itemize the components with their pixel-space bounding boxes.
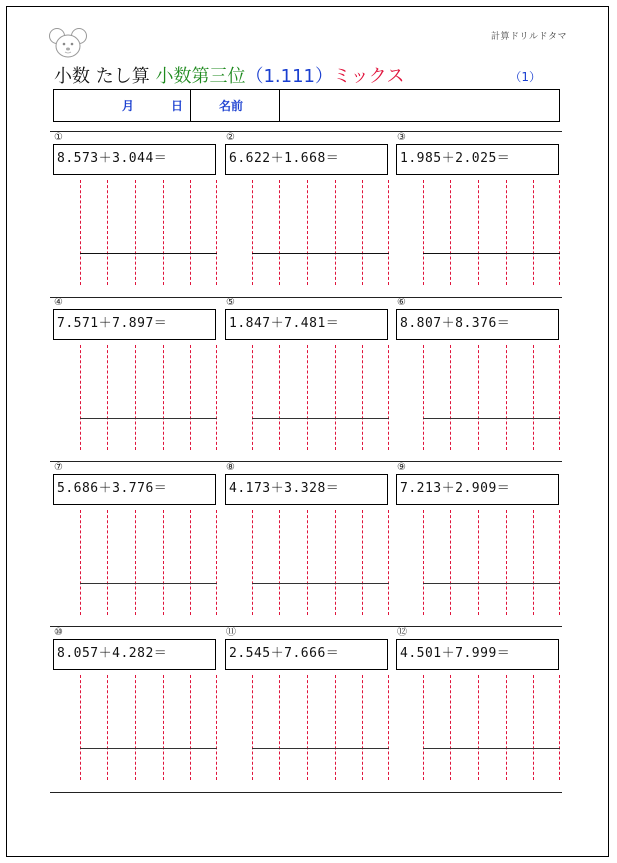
column-guide-line — [388, 180, 389, 285]
column-guide-line — [190, 345, 191, 450]
answer-line — [80, 418, 217, 419]
problem-expression: 7.213＋2.909＝ — [396, 474, 559, 505]
column-guide-line — [423, 510, 424, 615]
problem-number: ⑤ — [226, 297, 235, 308]
column-guide-line — [307, 675, 308, 780]
column-guide-line — [80, 675, 81, 780]
sheet-number: （1） — [509, 70, 541, 84]
answer-line — [80, 583, 217, 584]
column-guide-line — [533, 180, 534, 285]
separator-rule — [50, 297, 562, 298]
column-guide-line — [135, 675, 136, 780]
column-guide-line — [307, 510, 308, 615]
column-guide-line — [190, 510, 191, 615]
column-guide-line — [216, 345, 217, 450]
column-guide-line — [506, 180, 507, 285]
column-guide-line — [279, 345, 280, 450]
column-guide-line — [163, 180, 164, 285]
title-part1: 小数 たし算 — [54, 66, 150, 87]
problem-number: ⑪ — [226, 627, 236, 638]
column-guide-line — [252, 345, 253, 450]
column-guide-line — [423, 675, 424, 780]
column-guide-line — [307, 180, 308, 285]
column-guide-line — [506, 510, 507, 615]
column-guide-line — [80, 180, 81, 285]
problem-expression: 4.173＋3.328＝ — [225, 474, 388, 505]
name-field[interactable] — [280, 90, 559, 121]
column-guide-line — [107, 510, 108, 615]
title-part3: （1.111） — [245, 66, 333, 87]
answer-line — [252, 748, 389, 749]
column-guide-line — [80, 510, 81, 615]
column-guide-line — [478, 180, 479, 285]
column-guide-line — [362, 180, 363, 285]
column-guide-line — [362, 345, 363, 450]
column-guide-line — [80, 345, 81, 450]
problem-number: ⑥ — [397, 297, 406, 308]
column-guide-line — [335, 675, 336, 780]
column-guide-line — [335, 345, 336, 450]
problem-number: ④ — [54, 297, 63, 308]
column-guide-line — [533, 675, 534, 780]
separator-rule — [50, 626, 562, 627]
column-guide-line — [478, 345, 479, 450]
answer-line — [80, 748, 217, 749]
problem-expression: 5.686＋3.776＝ — [53, 474, 216, 505]
name-label: 名前 — [219, 99, 244, 113]
column-guide-line — [559, 180, 560, 285]
column-guide-line — [450, 675, 451, 780]
column-guide-line — [362, 675, 363, 780]
answer-line — [423, 748, 560, 749]
problem-expression: 7.571＋7.897＝ — [53, 309, 216, 340]
title-part2: 小数第三位 — [155, 66, 246, 87]
column-guide-line — [107, 675, 108, 780]
page-title — [54, 62, 404, 88]
separator-rule — [50, 792, 562, 793]
column-guide-line — [533, 510, 534, 615]
column-guide-line — [533, 345, 534, 450]
answer-line — [252, 583, 389, 584]
problem-number: ⑧ — [226, 462, 235, 473]
column-guide-line — [307, 345, 308, 450]
column-guide-line — [450, 345, 451, 450]
answer-line — [423, 253, 560, 254]
column-guide-line — [252, 510, 253, 615]
brand-label: 計算ドリルドタマ — [490, 32, 567, 42]
problem-number: ⑩ — [54, 627, 63, 638]
problem-number: ⑫ — [397, 627, 407, 638]
column-guide-line — [478, 675, 479, 780]
problem-number: ① — [54, 132, 63, 143]
day-label: 日 — [171, 99, 184, 113]
answer-line — [252, 253, 389, 254]
separator-rule — [50, 131, 562, 132]
column-guide-line — [388, 510, 389, 615]
header-divider-1 — [190, 90, 191, 121]
column-guide-line — [335, 180, 336, 285]
answer-line — [423, 418, 560, 419]
column-guide-line — [135, 510, 136, 615]
problem-number: ② — [226, 132, 235, 143]
column-guide-line — [388, 675, 389, 780]
problem-expression: 2.545＋7.666＝ — [225, 639, 388, 670]
column-guide-line — [190, 675, 191, 780]
column-guide-line — [252, 675, 253, 780]
column-guide-line — [450, 510, 451, 615]
column-guide-line — [107, 180, 108, 285]
answer-line — [423, 583, 560, 584]
problem-expression: 4.501＋7.999＝ — [396, 639, 559, 670]
column-guide-line — [135, 345, 136, 450]
problem-number: ③ — [397, 132, 406, 143]
column-guide-line — [559, 510, 560, 615]
header-box — [53, 89, 560, 122]
column-guide-line — [163, 675, 164, 780]
column-guide-line — [279, 510, 280, 615]
column-guide-line — [362, 510, 363, 615]
column-guide-line — [216, 675, 217, 780]
column-guide-line — [335, 510, 336, 615]
problem-expression: 6.622＋1.668＝ — [225, 144, 388, 175]
column-guide-line — [478, 510, 479, 615]
problem-number: ⑦ — [54, 462, 63, 473]
column-guide-line — [388, 345, 389, 450]
column-guide-line — [252, 180, 253, 285]
column-guide-line — [559, 675, 560, 780]
title-part4: ミックス — [333, 66, 405, 87]
column-guide-line — [190, 180, 191, 285]
column-guide-line — [216, 180, 217, 285]
column-guide-line — [135, 180, 136, 285]
column-guide-line — [279, 675, 280, 780]
problem-expression: 8.807＋8.376＝ — [396, 309, 559, 340]
problem-expression: 8.573＋3.044＝ — [53, 144, 216, 175]
column-guide-line — [450, 180, 451, 285]
problem-number: ⑨ — [397, 462, 406, 473]
column-guide-line — [163, 345, 164, 450]
column-guide-line — [506, 345, 507, 450]
column-guide-line — [279, 180, 280, 285]
column-guide-line — [506, 675, 507, 780]
column-guide-line — [423, 180, 424, 285]
month-label: 月 — [122, 99, 135, 113]
problem-expression: 1.985＋2.025＝ — [396, 144, 559, 175]
column-guide-line — [423, 345, 424, 450]
column-guide-line — [216, 510, 217, 615]
problem-expression: 8.057＋4.282＝ — [53, 639, 216, 670]
separator-rule — [50, 461, 562, 462]
column-guide-line — [559, 345, 560, 450]
mouse-face-icon — [48, 26, 88, 60]
answer-line — [252, 418, 389, 419]
column-guide-line — [163, 510, 164, 615]
problem-expression: 1.847＋7.481＝ — [225, 309, 388, 340]
column-guide-line — [107, 345, 108, 450]
answer-line — [80, 253, 217, 254]
